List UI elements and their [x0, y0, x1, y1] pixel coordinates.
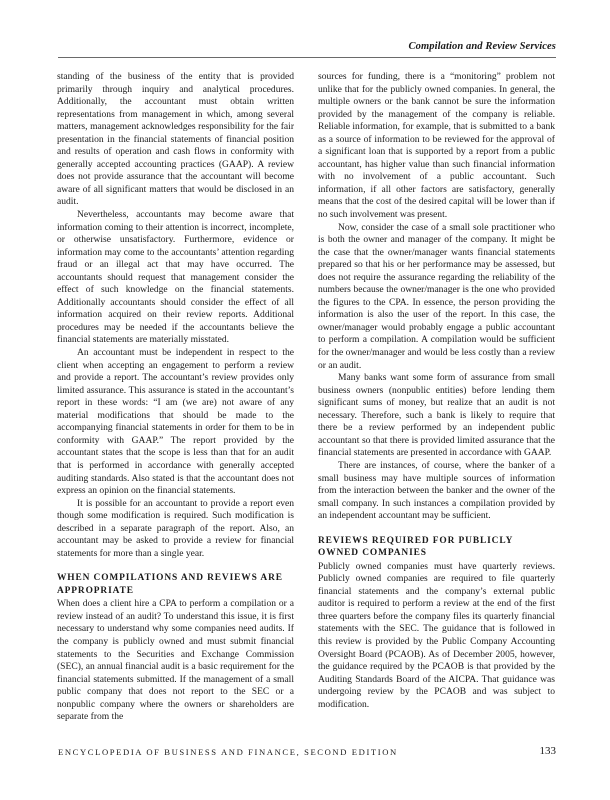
section-heading-reviews: REVIEWS REQUIRED FOR PUBLICLY OWNED COMPANIES [318, 535, 513, 559]
footer-publication-title: ENCYCLOPEDIA OF BUSINESS AND FINANCE, SECOND EDITION [58, 747, 398, 757]
left-paragraph-3: An accountant must be independent in respect to the client when accepting an engagement to perform a review and provide a report. The accountant’s review provides only limited assurance. This assurance is stated in the accountant’s report in these words: “I am (we are) not aware of any material modifications that should be made to the accompanying financial statements in order for them to be in conformity with GAAP.” The report provided by the accountant states that the scope is less than that for an audit that is performed in accordance with generally accepted auditing standards. Also stated is that the accountant does not express an opinion on the financial statements. [57, 347, 294, 497]
section-heading-compilations: WHEN COMPILATIONS AND REVIEWS ARE APPROPRIATE [57, 573, 283, 596]
left-paragraph-2: Nevertheless, accountants may become aware that information coming to their attention is incorrect, incomplete, or otherwise unsatisfactory. Furthermore, evidence or information may come to the accountants’ attention regarding fraud or an illegal act that may have occurred. The accountants should request that management consider the effect of such knowledge on the financial statements. Additionally accountants should consider the effect of all information acquired on their review reports. Additional procedures may be needed if the accountants believe the financial statements are materially misstated. [57, 209, 294, 346]
page-number: 133 [539, 745, 556, 757]
right-paragraph-2: Now, consider the case of a small sole practitioner who is both the owner and manager of the company. It might be the case that the owner/manager wants financial statements prepared so that his or her performance may be assessed, but does not require the assurance regarding the reliability of the numbers because the owner/manager is the one who provided the figures to the CPA. In essence, the person providing the information is also the user of the report. In this case, the owner/manager would probably engage a public accountant to perform a compilation. A compilation would be sufficient for the owner/manager and would be less costly than a review or an audit. [318, 221, 555, 371]
right-paragraph-5: Publicly owned companies must have quarterly reviews. Publicly owned companies are required to file quarterly financial statements and the company’s external public auditor is required to perform a review at the end of the first three quarters before the company files its quarterly financial statements with the SEC. The guidance that is followed in this review is provided by the Public Company Accounting Oversight Board (PCAOB). As of December 2005, however, the guidance required by the PCAOB is that provided by the Auditing Standards Board of the AICPA. That guidance was undergoing review by the PCAOB and was subject to modification. [318, 560, 555, 710]
left-paragraph-4: It is possible for an accountant to provide a report even though some modification is required. Such modification is described in a separate paragraph of the report. Also, an accountant may be asked to provide a review for financial statements for more than a single year. [57, 497, 294, 559]
left-paragraph-5: When does a client hire a CPA to perform a compilation or a review instead of an audit? To understand this issue, it is first necessary to understand why some companies need audits. If the company is publicly owned and must submit financial statements to the Securities and Exchange Commission (SEC), an annual financial audit is a basic requirement for the financial statements submitted. If the management of a small public company that does not report to the SEC or a nonpublic company where the owners or shareholders are separate from the [57, 598, 294, 723]
running-title: Compilation and Review Services [408, 41, 556, 52]
left-column [57, 71, 294, 724]
right-paragraph-1: sources for funding, there is a “monitoring” problem not unlike that for the publicly owned companies. In general, the multiple owners or the bank cannot be sure the information provided by the management of the company is reliable. Reliable information, for example, that is submitted to a bank as a source of information to be reviewed for the approval of a significant loan that is supported by a report from a public accountant, has higher value than such financial information with no involvement of a public accountant. Such information, if all other factors are satisfactory, generally means that the cost of the desired capital will be lower than if no such involvement was present. [318, 71, 555, 221]
running-header [58, 40, 556, 58]
page-footer [58, 747, 556, 761]
left-paragraph-1: standing of the business of the entity that is provided primarily through inquiry and analytical procedures. Additionally, the accountant must obtain written representations from management in which, among several matters, management acknowledges responsibility for the fair presentation in the financial statements of financial position and results of operation and cash flows in conformity with generally accepted accounting practices (GAAP). A review does not provide assurance that the accountant will become aware of all significant matters that would be disclosed in an audit. [57, 71, 294, 208]
right-paragraph-4: There are instances, of course, where the banker of a small business may have multiple sources of information from the interaction between the banker and the owner of the small company. In such instances a compilation provided by an independent accountant may be sufficient. [318, 459, 555, 522]
header-rule [58, 57, 556, 58]
right-paragraph-3: Many banks want some form of assurance from small business owners (nonpublic entities) before lending them significant sums of money, but realize that an audit is not necessary. Therefore, such a bank is likely to require that there be a review performed by an independent public accountant so that there is provided limited assurance that the financial statements are presented in accordance with GAAP. [318, 372, 555, 459]
right-column [318, 71, 555, 711]
